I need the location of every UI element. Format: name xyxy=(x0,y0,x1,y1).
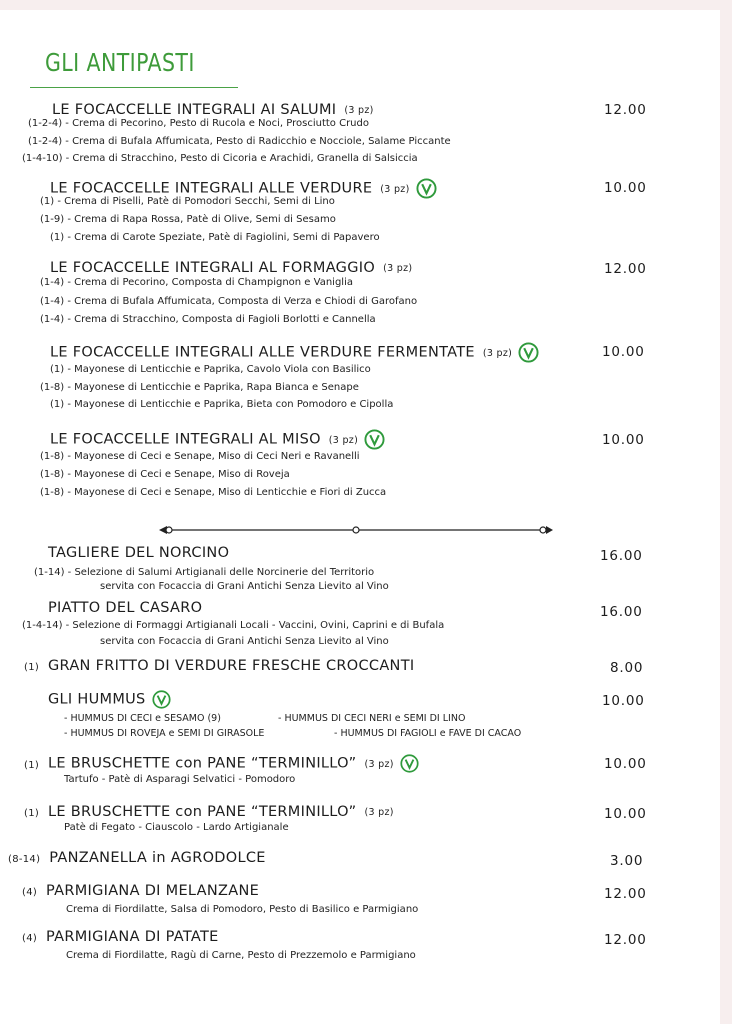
menu-item-option: (1) - Mayonese di Lenticchie e Paprika, Bieta con Pomodoro e Cipolla xyxy=(50,399,394,410)
menu-item-name: (4) PARMIGIANA DI PATATE xyxy=(22,929,219,945)
menu-item-price: 16.00 xyxy=(600,548,643,564)
menu-item-name: (1) LE BRUSCHETTE con PANE “TERMINILLO” (3 pz) xyxy=(24,804,394,820)
menu-item-price: 16.00 xyxy=(600,604,643,620)
menu-item-description: servita con Focaccia di Grani Antichi Senza Lievito al Vino xyxy=(100,581,389,592)
ornamental-divider xyxy=(157,522,557,538)
menu-item-price: 10.00 xyxy=(602,432,645,448)
menu-item-price: 10.00 xyxy=(604,806,647,822)
menu-item-option: (1-2-4) - Crema di Pecorino, Pesto di Rucola e Noci, Prosciutto Crudo xyxy=(28,118,369,129)
menu-item-option: (1) - Crema di Carote Speziate, Patè di Fagiolini, Semi di Papavero xyxy=(50,232,380,243)
menu-item-name: (4) PARMIGIANA DI MELANZANE xyxy=(22,883,260,899)
menu-item-name: PIATTO DEL CASARO xyxy=(48,600,203,616)
menu-item-option: (1-4) - Crema di Pecorino, Composta di Champignon e Vaniglia xyxy=(40,277,353,288)
menu-item-option: (1) - Mayonese di Lenticchie e Paprika, Cavolo Viola con Basilico xyxy=(50,364,371,375)
menu-item-option: (1-4) - Crema di Stracchino, Composta di Fagioli Borlotti e Cannella xyxy=(40,314,376,325)
menu-item-option: (1-8) - Mayonese di Ceci e Senape, Miso di Roveja xyxy=(40,469,290,480)
menu-item-option: (1-4-10) - Crema di Stracchino, Pesto di Cicoria e Arachidi, Granella di Salsiccia xyxy=(22,153,418,164)
menu-item-option: (1-8) - Mayonese di Ceci e Senape, Miso di Lenticchie e Fiori di Zucca xyxy=(40,487,387,498)
menu-item-name: LE FOCACCELLE INTEGRALI ALLE VERDURE (3 pz) xyxy=(50,178,437,199)
menu-item-price: 12.00 xyxy=(604,261,647,277)
menu-item-price: 12.00 xyxy=(604,102,647,118)
menu-item-price: 10.00 xyxy=(602,344,645,360)
menu-item-price: 10.00 xyxy=(604,180,647,196)
menu-item-price: 12.00 xyxy=(604,886,647,902)
vegan-leaf-icon xyxy=(152,690,171,709)
menu-item-name: (1) LE BRUSCHETTE con PANE “TERMINILLO” (3 pz) xyxy=(24,754,419,773)
menu-item-name: GLI HUMMUS xyxy=(48,690,171,709)
menu-item-option: (1-2-4) - Crema di Bufala Affumicata, Pesto di Radicchio e Nocciole, Salame Piccante xyxy=(28,136,451,147)
menu-item-name: LE FOCACCELLE INTEGRALI ALLE VERDURE FERMENTATE (3 pz) xyxy=(50,342,539,363)
menu-item-option: - HUMMUS DI CECI e SESAMO (9) xyxy=(64,713,221,724)
menu-item-option: (1-4) - Crema di Bufala Affumicata, Composta di Verza e Chiodi di Garofano xyxy=(40,296,418,307)
title-underline xyxy=(30,87,238,88)
menu-item-name: TAGLIERE DEL NORCINO xyxy=(48,545,230,561)
menu-item-name: LE FOCACCELLE INTEGRALI AL MISO (3 pz) xyxy=(50,429,385,450)
menu-item-price: 10.00 xyxy=(602,693,645,709)
vegan-leaf-icon xyxy=(416,178,437,199)
menu-item-description: servita con Focaccia di Grani Antichi Senza Lievito al Vino xyxy=(100,636,389,647)
menu-item-description: Tartufo - Patè di Asparagi Selvatici - Pomodoro xyxy=(64,774,296,785)
menu-item-option: - HUMMUS DI ROVEJA e SEMI DI GIRASOLE xyxy=(64,728,265,739)
menu-item-option: - HUMMUS DI CECI NERI e SEMI DI LINO xyxy=(278,713,466,724)
menu-item-option: - HUMMUS DI FAGIOLI e FAVE DI CACAO xyxy=(334,728,522,739)
menu-item-name: (1) GRAN FRITTO DI VERDURE FRESCHE CROCCANTI xyxy=(24,658,415,674)
section-title: GLI ANTIPASTI xyxy=(45,48,195,77)
menu-item-name: LE FOCACCELLE INTEGRALI AL FORMAGGIO (3 pz) xyxy=(50,260,413,276)
menu-item-description: Crema di Fiordilatte, Salsa di Pomodoro, Pesto di Basilico e Parmigiano xyxy=(66,904,419,915)
vegan-leaf-icon xyxy=(364,429,385,450)
vegan-leaf-icon xyxy=(518,342,539,363)
menu-item-name: (8-14) PANZANELLA in AGRODOLCE xyxy=(8,850,266,866)
menu-page xyxy=(0,10,720,1024)
menu-item-description: Patè di Fegato - Ciauscolo - Lardo Artigianale xyxy=(64,822,289,833)
menu-item-description: Crema di Fiordilatte, Ragù di Carne, Pesto di Prezzemolo e Parmigiano xyxy=(66,950,416,961)
menu-item-option: (1-9) - Crema di Rapa Rossa, Patè di Olive, Semi di Sesamo xyxy=(40,214,336,225)
menu-item-option: (1) - Crema di Piselli, Patè di Pomodori Secchi, Semi di Lino xyxy=(40,196,335,207)
menu-item-price: 3.00 xyxy=(610,853,644,869)
menu-item-price: 12.00 xyxy=(604,932,647,948)
vegan-leaf-icon xyxy=(400,754,419,773)
menu-item-description: (1-4-14) - Selezione di Formaggi Artigianali Locali - Vaccini, Ovini, Caprini e di Bufala xyxy=(22,620,445,631)
menu-item-price: 10.00 xyxy=(604,756,647,772)
menu-item-price: 8.00 xyxy=(610,660,644,676)
menu-item-option: (1-8) - Mayonese di Lenticchie e Paprika, Rapa Bianca e Senape xyxy=(40,382,359,393)
menu-item-option: (1-8) - Mayonese di Ceci e Senape, Miso di Ceci Neri e Ravanelli xyxy=(40,451,360,462)
menu-item-name: LE FOCACCELLE INTEGRALI AI SALUMI (3 pz) xyxy=(52,102,374,118)
menu-item-description: (1-14) - Selezione di Salumi Artigianali delle Norcinerie del Territorio xyxy=(34,567,375,578)
